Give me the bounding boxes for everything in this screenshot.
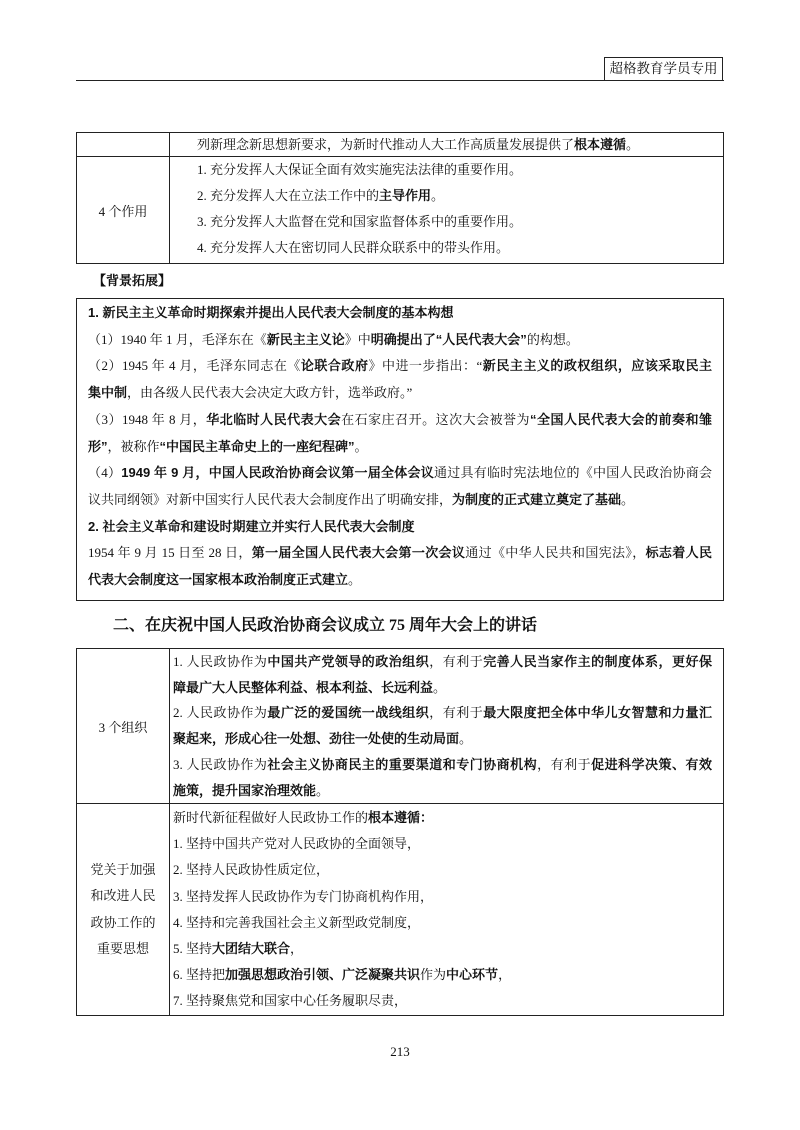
text-segment: 3. 人民政协作为 — [173, 756, 268, 772]
text-segment: 。 — [431, 188, 445, 203]
list-item-line — [173, 649, 712, 675]
table-row — [77, 804, 724, 1016]
emphasis-text: 代表大会制度这一国家根本政治制度正式建立 — [88, 572, 349, 588]
text-segment: 。 — [621, 491, 635, 507]
list-item-line — [173, 675, 712, 701]
text-segment: 2. 充分发挥人大在立法工作中的 — [197, 188, 380, 203]
emphasis-text: 标志着人民 — [645, 545, 712, 561]
paragraph-line — [88, 460, 712, 487]
emphasis-text: 论联合政府 — [300, 358, 369, 374]
text-segment: ，被称作 — [107, 438, 160, 454]
emphasis-text: 新民主主义论 — [266, 331, 345, 347]
paragraph-line — [88, 327, 712, 354]
people-congress-table — [76, 132, 724, 264]
text-segment: 。 — [626, 137, 640, 152]
emphasis-text: 中国共产党领导的政治组织 — [267, 654, 430, 669]
paragraph-line — [88, 487, 712, 514]
table-row — [77, 157, 724, 264]
emphasis-text: 施策，提升国家治理效能 — [173, 782, 317, 798]
list-item-line — [173, 752, 712, 778]
paragraph-line — [88, 353, 712, 380]
text-segment: 7. 坚持聚焦党和国家中心任务履职尽责， — [173, 993, 408, 1009]
text-segment: 3. 充分发挥人大监督在党和国家监督体系中的重要作用。 — [197, 214, 523, 229]
list-item — [197, 235, 712, 261]
emphasis-text: 促进科学决策、有效 — [591, 756, 712, 772]
cppcc-table — [76, 648, 724, 1016]
emphasis-text: 集中制 — [88, 385, 128, 401]
row-label-cell — [77, 133, 170, 157]
paragraph-line — [88, 567, 712, 594]
list-item — [197, 183, 712, 209]
text-segment: 列新理念新思想新要求，为新时代推动人大工作高质量发展提供了 — [197, 137, 575, 152]
emphasis-text: 2. 社会主义革命和建设时期建立并实行人民代表大会制度 — [88, 518, 415, 534]
row-label: 4 个作用 — [98, 203, 148, 219]
text-segment: 2. 坚持人民政协性质定位， — [173, 862, 330, 878]
emphasis-text: 新民主主义的政权组织，应该采取民主 — [482, 358, 712, 374]
emphasis-text: 最广泛的爱国统一战线组织 — [267, 705, 430, 721]
list-item — [173, 910, 712, 936]
emphasis-text: 聚起来，形成心往一处想、劲往一处使的生动局面 — [173, 731, 460, 747]
list-intro-line — [173, 805, 712, 831]
text-segment: ，有利于 — [537, 756, 592, 772]
emphasis-text: 明确提出了“人民代表大会” — [370, 331, 527, 347]
text-segment: 。 — [433, 679, 447, 695]
page-number: 213 — [390, 1044, 410, 1059]
text-segment: 的构想。 — [526, 331, 579, 347]
text-segment: ，由各级人民代表大会决定大政方针，选举政府。” — [127, 385, 413, 401]
text-segment: （4） — [88, 465, 122, 481]
background-section-title: 【背景拓展】 — [93, 273, 172, 288]
emphasis-text: 障最广大人民整体利益、根本利益、长远利益 — [173, 679, 434, 695]
text-segment: ， — [290, 941, 304, 957]
text-segment: 。 — [459, 731, 473, 747]
row-content-cell — [170, 649, 724, 804]
row-label: 3 个组织 — [98, 719, 148, 735]
text-segment: 。 — [354, 438, 368, 454]
emphasis-text: 完善人民当家作主的制度体系，更好保 — [483, 654, 712, 669]
list-item — [173, 936, 712, 962]
text-segment: （2）1945 年 4 月，毛泽东同志在《 — [88, 358, 301, 374]
text-segment: 议共同纲领》对新中国实行人民代表大会制度作出了明确安排， — [88, 491, 453, 507]
paragraph-line — [88, 540, 712, 567]
list-item — [197, 157, 712, 183]
text-segment: 》中进一步指出：“ — [368, 358, 483, 374]
row-content-cell — [170, 133, 724, 157]
text-segment: 。 — [316, 782, 330, 798]
list-item — [173, 988, 712, 1014]
text-segment: 4. 充分发挥人大在密切同人民群众联系中的带头作用。 — [197, 240, 510, 255]
row-label-cell — [77, 157, 170, 264]
text-segment: 通过具有临时宪法地位的《中国人民政治协商会 — [433, 465, 712, 481]
emphasis-text: 最大限度把全体中华儿女智慧和力量汇 — [483, 705, 712, 721]
background-box — [76, 298, 724, 601]
paragraph-line — [88, 434, 712, 461]
row-label: 党关于加强和改进人民政协工作的重要思想 — [90, 861, 156, 956]
section-heading: 二、在庆祝中国人民政治协商会议成立 75 周年大会上的讲话 — [113, 617, 538, 634]
text-segment: ，有利于 — [429, 654, 484, 669]
paragraph-line — [88, 380, 712, 407]
list-item — [173, 857, 712, 883]
text-segment: 1. 充分发挥人大保证全面有效实施宪法法律的重要作用。 — [197, 162, 523, 177]
text-segment: 3. 坚持发挥人民政协作为专门协商机构作用， — [173, 888, 434, 904]
row-content-cell — [170, 157, 724, 264]
list-item-line — [173, 726, 712, 752]
text-segment: 4. 坚持和完善我国社会主义新型政党制度， — [173, 914, 421, 930]
emphasis-text: 根本遵循： — [368, 810, 434, 825]
list-item-line — [173, 778, 712, 804]
emphasis-text: 加强思想政治引领、广泛凝聚共识 — [225, 967, 421, 983]
header-label: 超格教育学员专用 — [604, 57, 723, 81]
emphasis-text: 中心环节 — [446, 967, 499, 983]
subheading-line — [88, 514, 712, 541]
text-segment: 5. 坚持 — [173, 941, 213, 957]
row-label-cell — [77, 649, 170, 804]
emphasis-text: 1. 新民主主义革命时期探索并提出人民代表大会制度的基本构想 — [88, 305, 454, 320]
text-segment: 在石家庄召开。这次大会被誉为 — [341, 411, 531, 427]
table-row — [77, 649, 724, 804]
emphasis-text: “中国民主革命史上的一座纪程碑” — [159, 438, 355, 454]
text-segment: 作为 — [420, 967, 447, 983]
text-segment: 1954 年 9 月 15 日至 28 日， — [88, 545, 252, 561]
text-segment: 》中 — [344, 331, 371, 347]
emphasis-text: 第一届全国人民代表大会第一次会议 — [251, 545, 466, 561]
emphasis-text: 大团结大联合 — [212, 941, 291, 957]
emphasis-text: “全国人民代表大会的前奏和雏 — [530, 411, 712, 427]
subheading-line — [88, 300, 712, 327]
text-segment: 通过《中华人民共和国宪法》， — [465, 545, 646, 561]
emphasis-text: 根本遵循 — [574, 137, 627, 152]
emphasis-text: 为制度的正式建立奠定了基础 — [452, 491, 622, 507]
text-segment: ，有利于 — [429, 705, 484, 721]
emphasis-text: 社会主义协商民主的重要渠道和专门协商机构 — [267, 756, 538, 772]
emphasis-text: 主导作用 — [379, 188, 432, 203]
text-segment: 新时代新征程做好人民政协工作的 — [173, 810, 369, 825]
text-segment: 。 — [348, 572, 362, 588]
list-item — [173, 831, 712, 857]
text-segment: 1. 坚持中国共产党对人民政协的全面领导， — [173, 836, 421, 852]
text-segment: （1）1940 年 1 月，毛泽东在《 — [88, 331, 267, 347]
text-segment: 1. 人民政协作为 — [173, 654, 268, 669]
content-line — [197, 133, 712, 156]
emphasis-text: 华北临时人民代表大会 — [206, 411, 342, 427]
list-item — [197, 209, 712, 235]
text-segment: （3）1948 年 8 月， — [88, 411, 207, 427]
paragraph-line — [88, 407, 712, 434]
emphasis-text: 1949 年 9 月，中国人民政治协商会议第一届全体会议 — [121, 465, 434, 481]
table-row — [77, 133, 724, 157]
row-content-cell — [170, 804, 724, 1016]
list-item — [173, 884, 712, 910]
text-segment: 2. 人民政协作为 — [173, 705, 268, 721]
list-item — [173, 962, 712, 988]
row-label-cell — [77, 804, 170, 1016]
text-segment: 6. 坚持把 — [173, 967, 226, 983]
list-item-line — [173, 700, 712, 726]
emphasis-text: 形” — [88, 438, 108, 454]
text-segment: ， — [498, 967, 512, 983]
